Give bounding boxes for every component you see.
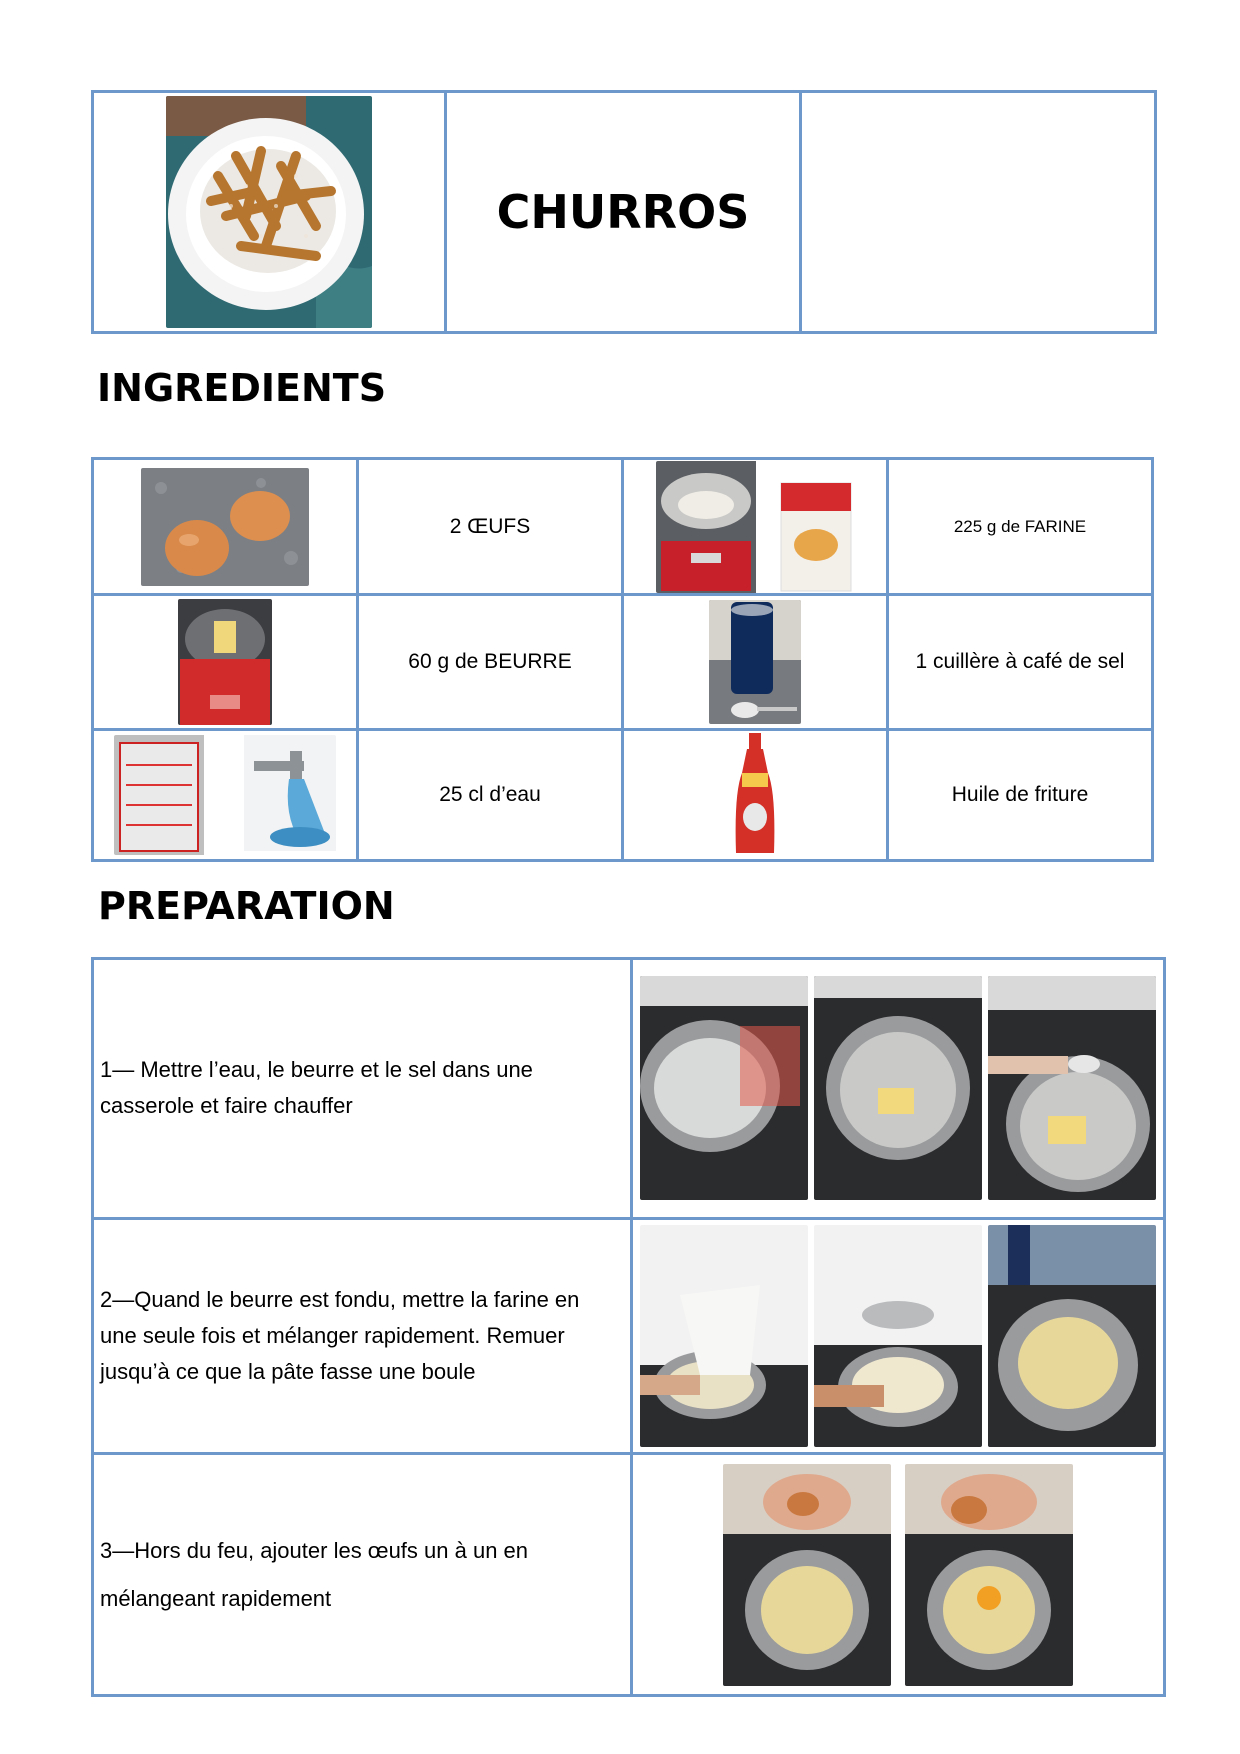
cracking-egg-photo-1: [723, 1464, 891, 1686]
ingredient-label: Huile de friture: [951, 783, 1089, 806]
step-3-line-1: 3—Hors du feu, ajouter les œufs un à un en: [100, 1537, 529, 1563]
ingredient-photo-cell: [93, 595, 358, 730]
eggs-photo: [141, 468, 309, 586]
measuring-jug-and-tap-photo: [114, 735, 336, 855]
step-3-line-2: mélangeant rapidement: [100, 1585, 332, 1611]
step-text-cell: [93, 959, 632, 1219]
step-photos-cell: [632, 959, 1165, 1219]
ingredient-label: 60 g de BEURRE: [408, 650, 572, 673]
preparation-table: [91, 957, 1166, 1697]
ingredient-label-cell: [888, 459, 1153, 595]
ingredients-table: [91, 457, 1154, 862]
butter-scale-photo: [178, 599, 272, 725]
step-text-cell: [93, 1454, 632, 1696]
step-2-line-1: 2—Quand le beurre est fondu, mettre la farine en: [100, 1287, 580, 1313]
ingredient-label: 25 cl d’eau: [439, 783, 541, 806]
ingredient-label-cell: [888, 595, 1153, 730]
step-text-cell: [93, 1218, 632, 1454]
header-empty-cell: [801, 92, 1156, 333]
mixing-dough-photo: [814, 1225, 982, 1447]
ingredient-label: 2 ŒUFS: [449, 514, 531, 538]
preparation-heading: PREPARATION: [98, 884, 395, 928]
ingredients-heading: INGREDIENTS: [97, 366, 387, 410]
churros-plate-photo: [166, 96, 372, 328]
ingredient-photo-cell: [623, 459, 888, 595]
ingredient-photo-cell: [623, 730, 888, 861]
ingredient-photo-cell: [93, 730, 358, 861]
step-1-line-1: 1— Mettre l’eau, le beurre et le sel dans une: [100, 1057, 533, 1083]
step-2-line-2: une seule fois et mélanger rapidement. Remuer: [100, 1323, 565, 1349]
step-2-line-3: jusqu’à ce que la pâte fasse une boule: [100, 1359, 476, 1385]
cracking-egg-photo-2: [905, 1464, 1073, 1686]
header-title-cell: [446, 92, 801, 333]
salt-into-pan-photo: [988, 976, 1156, 1200]
ingredient-label-cell: [358, 459, 623, 595]
ingredient-label-cell: [358, 730, 623, 861]
dough-ball-photo: [988, 1225, 1156, 1447]
salt-spoon-photo: [709, 600, 801, 724]
water-pouring-pan-photo: [640, 976, 808, 1200]
frying-oil-bottle-photo: [730, 733, 780, 857]
recipe-title: CHURROS: [496, 185, 750, 239]
header-table: [91, 90, 1157, 334]
flour-bowl-and-box-photo: [656, 461, 854, 593]
adding-flour-photo: [640, 1225, 808, 1447]
step-photos-cell: [632, 1454, 1165, 1696]
step-photos-cell: [632, 1218, 1165, 1454]
ingredient-photo-cell: [623, 595, 888, 730]
ingredient-photo-cell: [93, 459, 358, 595]
ingredient-label: 225 g de FARINE: [953, 516, 1087, 536]
header-photo-cell: [93, 92, 446, 333]
ingredient-label-cell: [888, 730, 1153, 861]
ingredient-label: 1 cuillère à café de sel: [915, 650, 1125, 673]
ingredient-label-cell: [358, 595, 623, 730]
step-1-line-2: casserole et faire chauffer: [100, 1093, 353, 1119]
butter-in-pan-photo: [814, 976, 982, 1200]
